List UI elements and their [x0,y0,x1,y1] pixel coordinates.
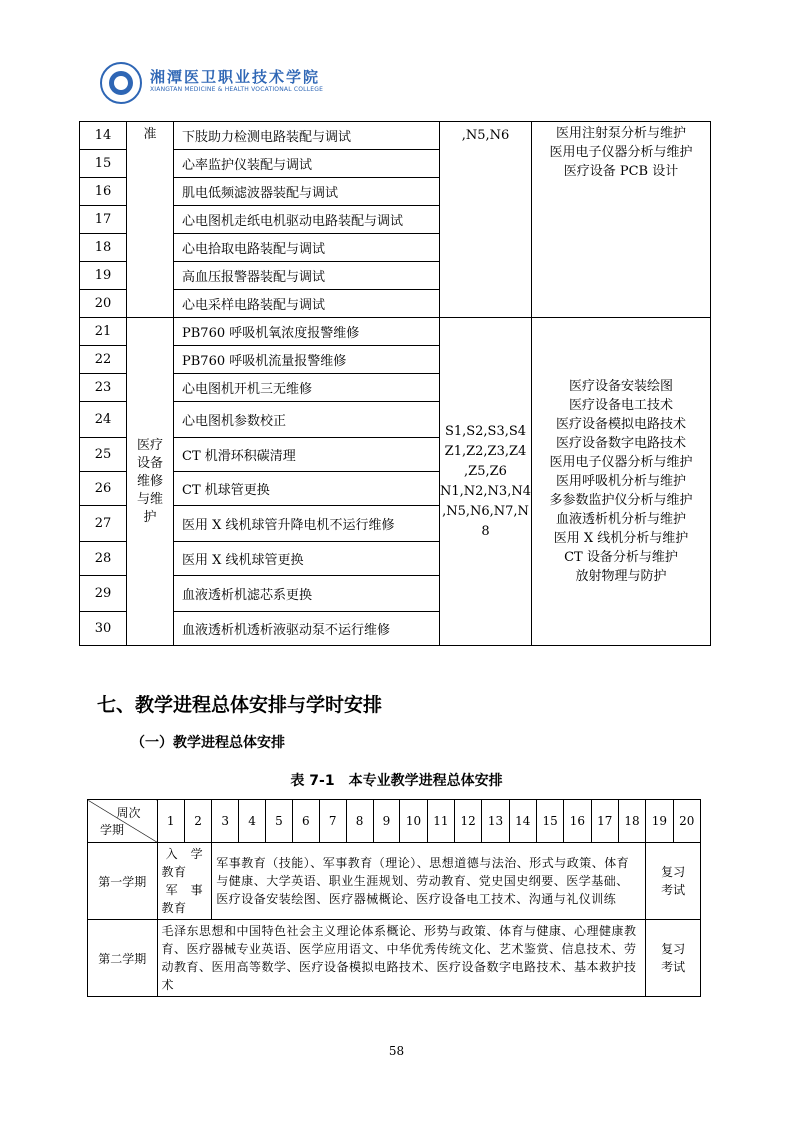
college-emblem-icon [100,62,142,104]
week-header: 13 [482,800,509,843]
category-line: 医疗 [136,437,163,453]
project-name: 心电拾取电路装配与调试 [174,234,440,262]
row-number: 15 [80,150,127,178]
college-name: 湘潭医卫职业技术学院 [150,68,321,86]
code-line: ,Z5,Z6 [464,463,507,479]
table-caption: 表 7-1 本专业教学进程总体安排 [290,773,503,789]
course-cell [531,122,710,318]
pre-line: 入 学 [165,847,204,861]
week-header: 18 [618,800,645,843]
row-number: 21 [80,318,127,346]
row-number: 16 [80,178,127,206]
code-line: Z1,Z2,Z3,Z4 [444,443,527,459]
project-name: CT 机滑环积碳清理 [174,438,440,472]
row-number: 29 [80,576,127,612]
row-number: 24 [80,402,127,438]
code-cell: ,N5,N6 [440,122,532,318]
course-line: 医疗设备电工技术 [568,398,673,413]
review-line: 考试 [661,883,686,897]
course-line: CT 设备分析与维护 [564,550,678,565]
course-line: 医用电子仪器分析与维护 [549,455,693,470]
semester-name: 第一学期 [88,843,158,920]
project-name: 心电图机走纸电机驱动电路装配与调试 [174,206,440,234]
category-cell: 准 [127,122,174,318]
subsection-heading: （一）教学进程总体安排 [131,735,285,751]
category-line: 维修 [136,473,163,489]
week-header: 2 [184,800,211,843]
code-cell [440,318,532,646]
row-number: 14 [80,122,127,150]
week-header: 12 [455,800,482,843]
pre-line: 教育 [161,901,187,915]
row-number: 28 [80,542,127,576]
week-header: 4 [239,800,266,843]
row-number: 26 [80,472,127,506]
category-line: 与维 [136,491,163,507]
code-line: 8 [481,523,490,539]
semester-name: 第二学期 [88,920,158,997]
course-line: 放射物理与防护 [575,569,667,584]
row-number: 27 [80,506,127,542]
week-header: 14 [509,800,536,843]
project-name: CT 机球管更换 [174,472,440,506]
review-line: 考试 [661,960,686,974]
course-line: 血液透析机分析与维护 [555,512,686,527]
semester-courses: 军事教育（技能）、军事教育（理论）、思想道德与法治、形式与政策、体育与健康、大学英语、职业生涯规划、劳动教育、党史国史纲要、医学基础、医疗设备安装绘图、医疗器械概论、医疗设备电工技术、沟通与礼仪训练 [212,843,646,920]
row-number: 20 [80,290,127,318]
project-name: PB760 呼吸机流量报警维修 [174,346,440,374]
week-header: 1 [157,800,184,843]
category-line: 护 [143,509,157,525]
project-name: 血液透析机透析液驱动泵不运行维修 [174,612,440,646]
pre-line: 军 事 [165,883,204,897]
header-corner-cell [88,800,158,843]
training-projects-table [79,121,711,646]
week-header: 10 [400,800,427,843]
course-line: 医疗设备模拟电路技术 [555,417,686,432]
corner-label-week: 周次 [116,806,141,820]
project-name: 高血压报警器装配与调试 [174,262,440,290]
section-heading: 七、教学进程总体安排与学时安排 [97,694,383,716]
entrance-education-cell [157,843,212,920]
course-line: 医疗设备安装绘图 [568,379,673,394]
course-line: 医用电子仪器分析与维护 [549,145,693,160]
course-line: 多参数监护仪分析与维护 [549,493,693,508]
project-name: PB760 呼吸机氧浓度报警维修 [174,318,440,346]
row-number: 22 [80,346,127,374]
review-line: 复习 [661,865,686,879]
week-header: 8 [346,800,373,843]
code-line: ,N5,N6,N7,N [442,503,529,519]
page-number: 58 [388,1044,405,1058]
week-header: 15 [536,800,563,843]
semester-courses: 毛泽东思想和中国特色社会主义理论体系概论、形势与政策、体育与健康、心理健康教育、医疗器械专业英语、医学应用语文、中华优秀传统文化、艺术鉴赏、信息技术、劳动教育、医用高等数学、医疗设备模拟电路技术、医疗设备数字电路技术、基本救护技术 [157,920,646,997]
week-header: 19 [646,800,673,843]
pre-line: 教育 [161,865,187,879]
code-line: N1,N2,N3,N4 [440,483,531,499]
review-exam-cell [646,920,701,997]
college-header [100,60,700,108]
project-name: 心电图机开机三无维修 [174,374,440,402]
project-name: 医用 X 线机球管升降电机不运行维修 [174,506,440,542]
project-name: 心率监护仪装配与调试 [174,150,440,178]
course-line: 医用 X 线机分析与维护 [553,531,689,546]
project-name: 心电图机参数校正 [174,402,440,438]
review-exam-cell [646,843,701,920]
project-name: 肌电低频滤波器装配与调试 [174,178,440,206]
course-cell [531,318,710,646]
code-line: S1,S2,S3,S4 [444,423,527,439]
course-line: 医用注射泵分析与维护 [555,126,686,141]
row-number: 23 [80,374,127,402]
week-header: 5 [266,800,293,843]
week-header: 16 [564,800,591,843]
project-name: 心电采样电路装配与调试 [174,290,440,318]
week-header: 20 [673,800,701,843]
row-number: 17 [80,206,127,234]
week-header: 9 [373,800,400,843]
category-cell [127,318,174,646]
week-header: 3 [212,800,239,843]
course-line: 医疗设备 PCB 设计 [563,164,679,179]
college-english-name: XIANGTAN MEDICINE & HEALTH VOCATIONAL COLLEGE [150,86,324,93]
row-number: 19 [80,262,127,290]
corner-label-semester: 学期 [100,823,125,837]
row-number: 30 [80,612,127,646]
review-line: 复习 [661,942,686,956]
week-header: 7 [319,800,346,843]
category-line: 设备 [136,455,163,471]
course-line: 医疗设备数字电路技术 [555,436,686,451]
week-header: 11 [427,800,454,843]
row-number: 18 [80,234,127,262]
project-name: 下肢助力检测电路装配与调试 [174,122,440,150]
week-header: 6 [292,800,319,843]
project-name: 血液透析机滤芯系更换 [174,576,440,612]
week-header: 17 [591,800,618,843]
teaching-schedule-table [87,799,701,997]
project-name: 医用 X 线机球管更换 [174,542,440,576]
course-line: 医用呼吸机分析与维护 [555,474,686,489]
row-number: 25 [80,438,127,472]
